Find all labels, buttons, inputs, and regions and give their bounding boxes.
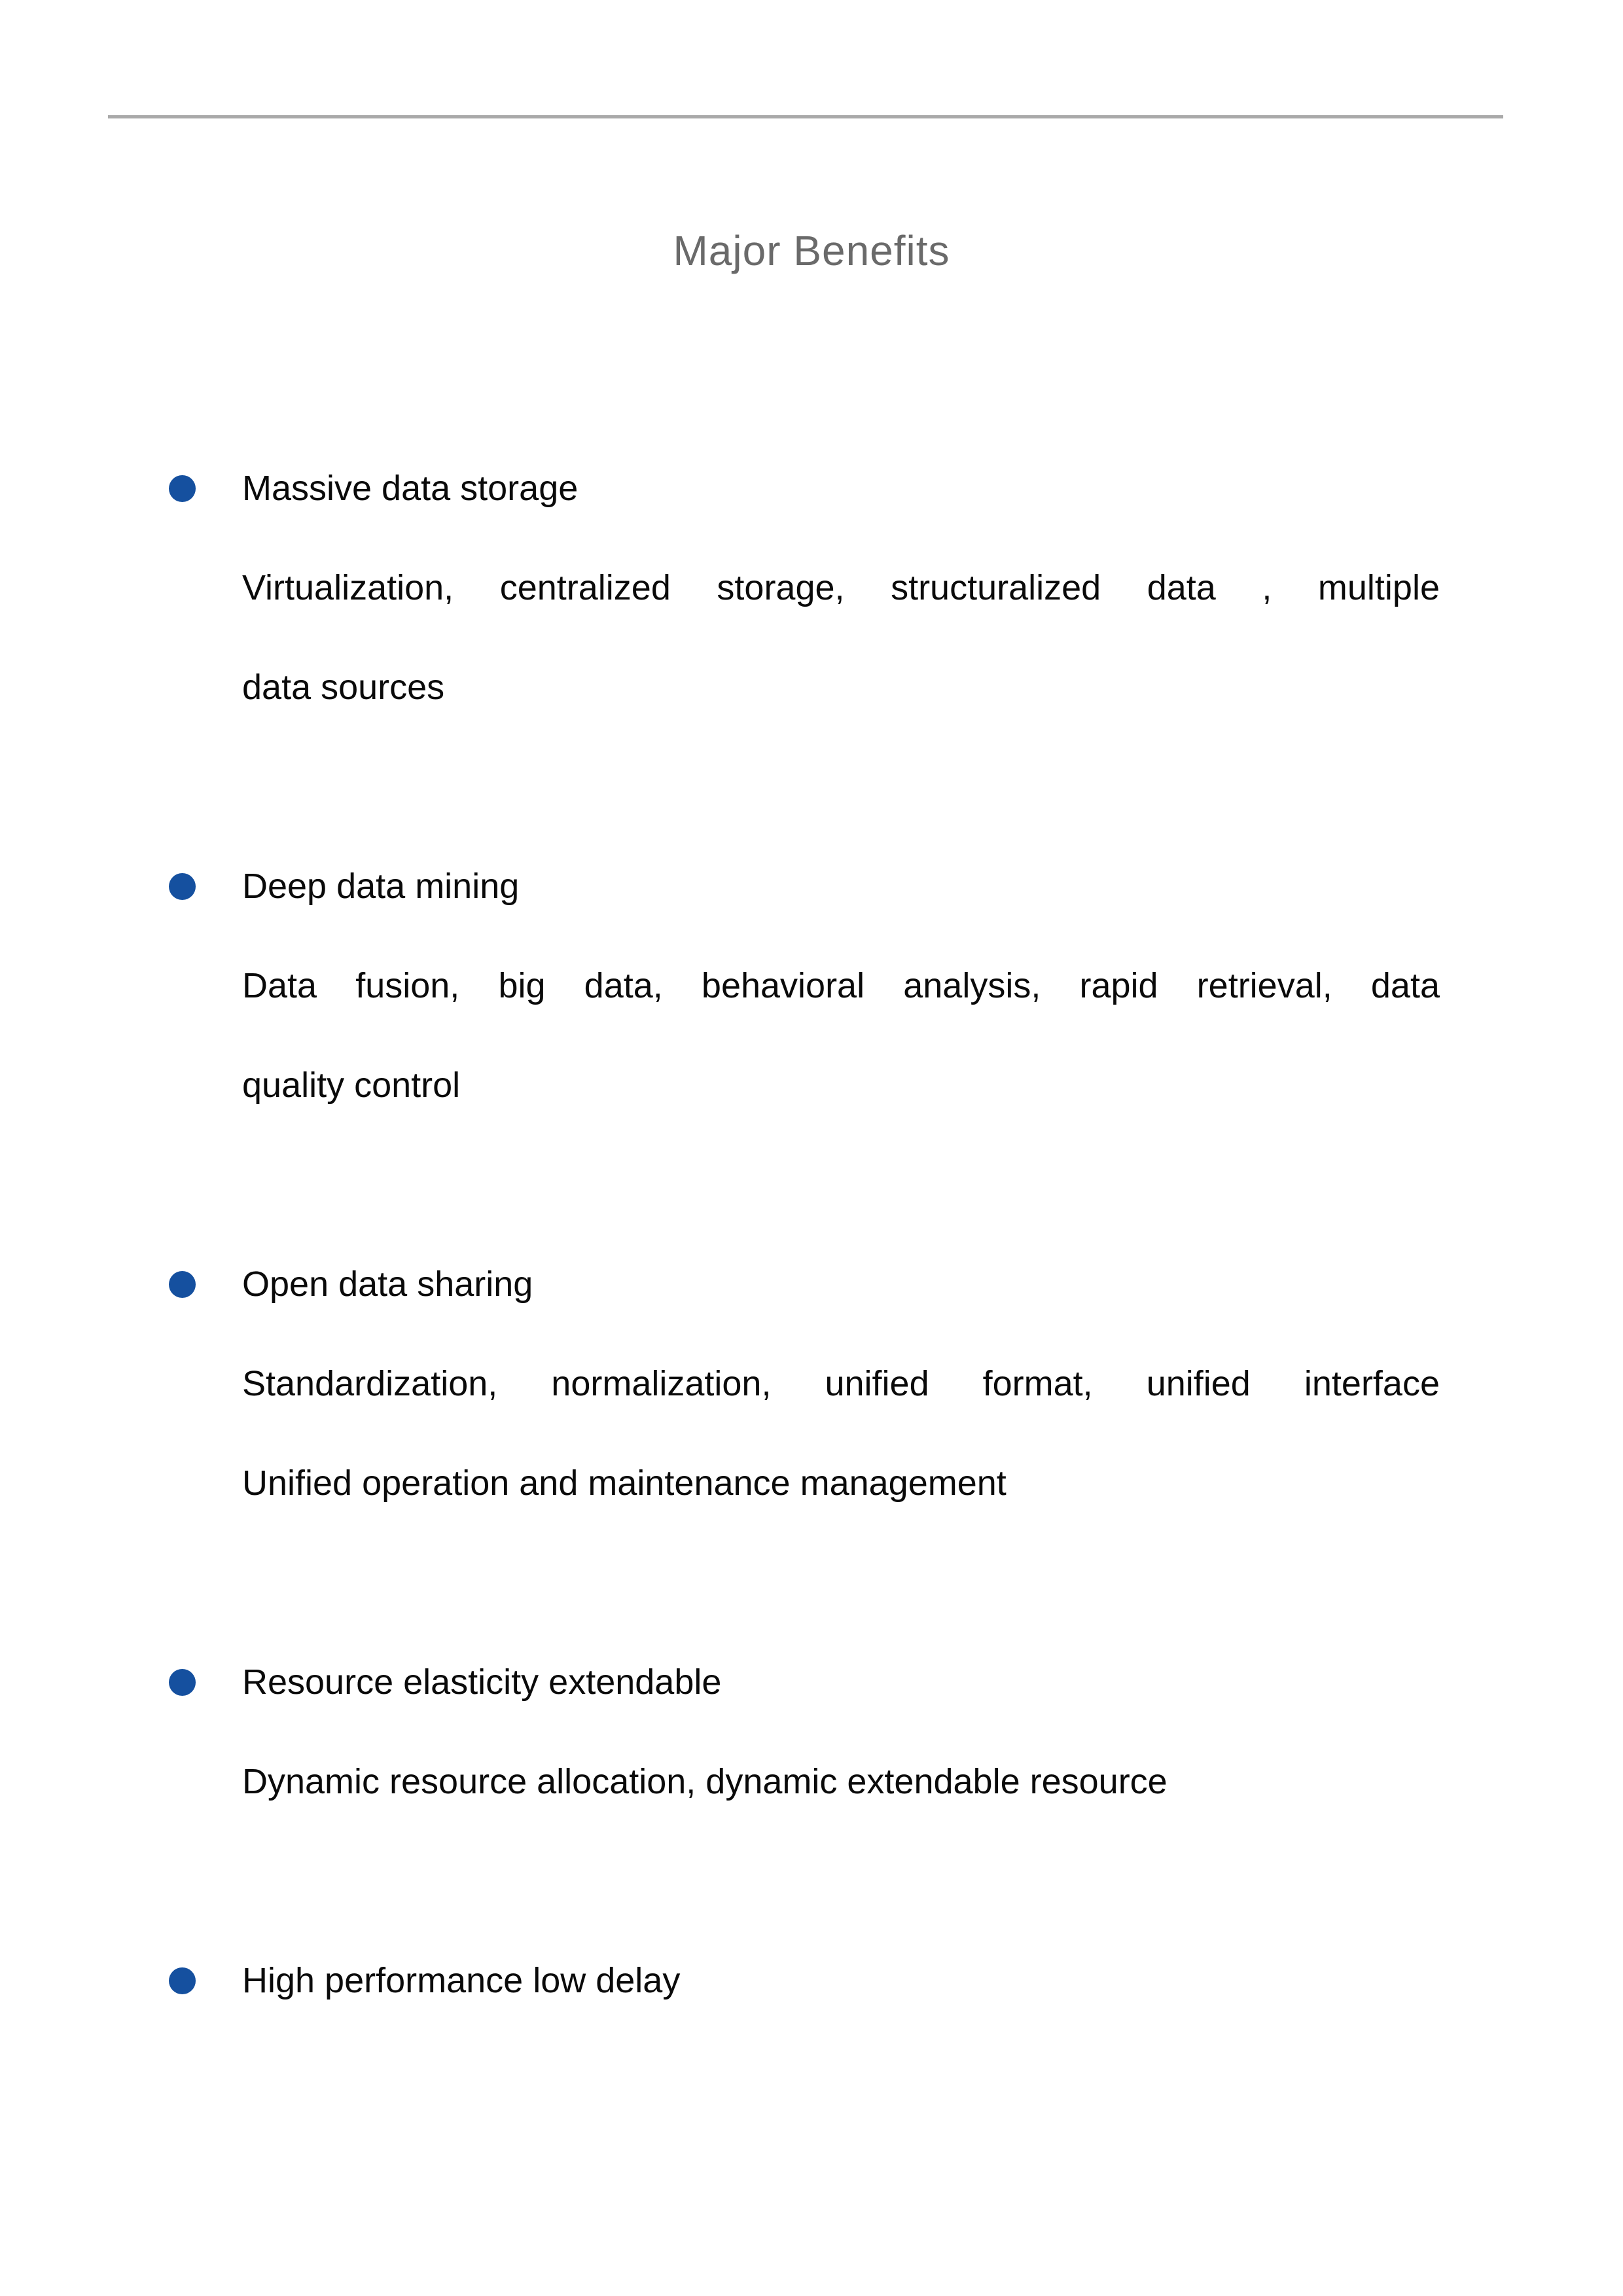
list-item-title: Deep data mining xyxy=(242,867,520,906)
list-item-title: Massive data storage xyxy=(242,469,579,508)
list-item xyxy=(242,1234,1440,1533)
list-item-description-line: Virtualization, centralized storage, structuralized data , multiple xyxy=(242,568,1440,607)
bullet-icon xyxy=(169,1669,196,1696)
list-item-description-line: Unified operation and maintenance management xyxy=(242,1463,1007,1503)
list-item-title: Resource elasticity extendable xyxy=(242,1662,722,1702)
list-item-title: Open data sharing xyxy=(242,1265,533,1304)
list-item-description-line: Dynamic resource allocation, dynamic extendable resource xyxy=(242,1762,1168,1801)
list-item-description-line: quality control xyxy=(242,1066,461,1105)
benefits-list xyxy=(242,439,1440,2030)
header-divider xyxy=(108,115,1503,118)
list-item xyxy=(242,836,1440,1135)
list-item-description-line: Data fusion, big data, behavioral analysis, rapid retrieval, data xyxy=(242,966,1440,1005)
bullet-icon xyxy=(169,475,196,502)
list-item-title: High performance low delay xyxy=(242,1961,681,2000)
list-item-description-line: Standardization, normalization, unified format, unified interface xyxy=(242,1364,1440,1403)
list-item-description-line: data sources xyxy=(242,668,445,707)
bullet-icon xyxy=(169,1967,196,1994)
list-item xyxy=(242,1632,1440,1831)
list-item xyxy=(242,439,1440,737)
list-item xyxy=(242,1931,1440,2030)
page-title: Major Benefits xyxy=(673,227,950,274)
bullet-icon xyxy=(169,873,196,900)
bullet-icon xyxy=(169,1271,196,1298)
